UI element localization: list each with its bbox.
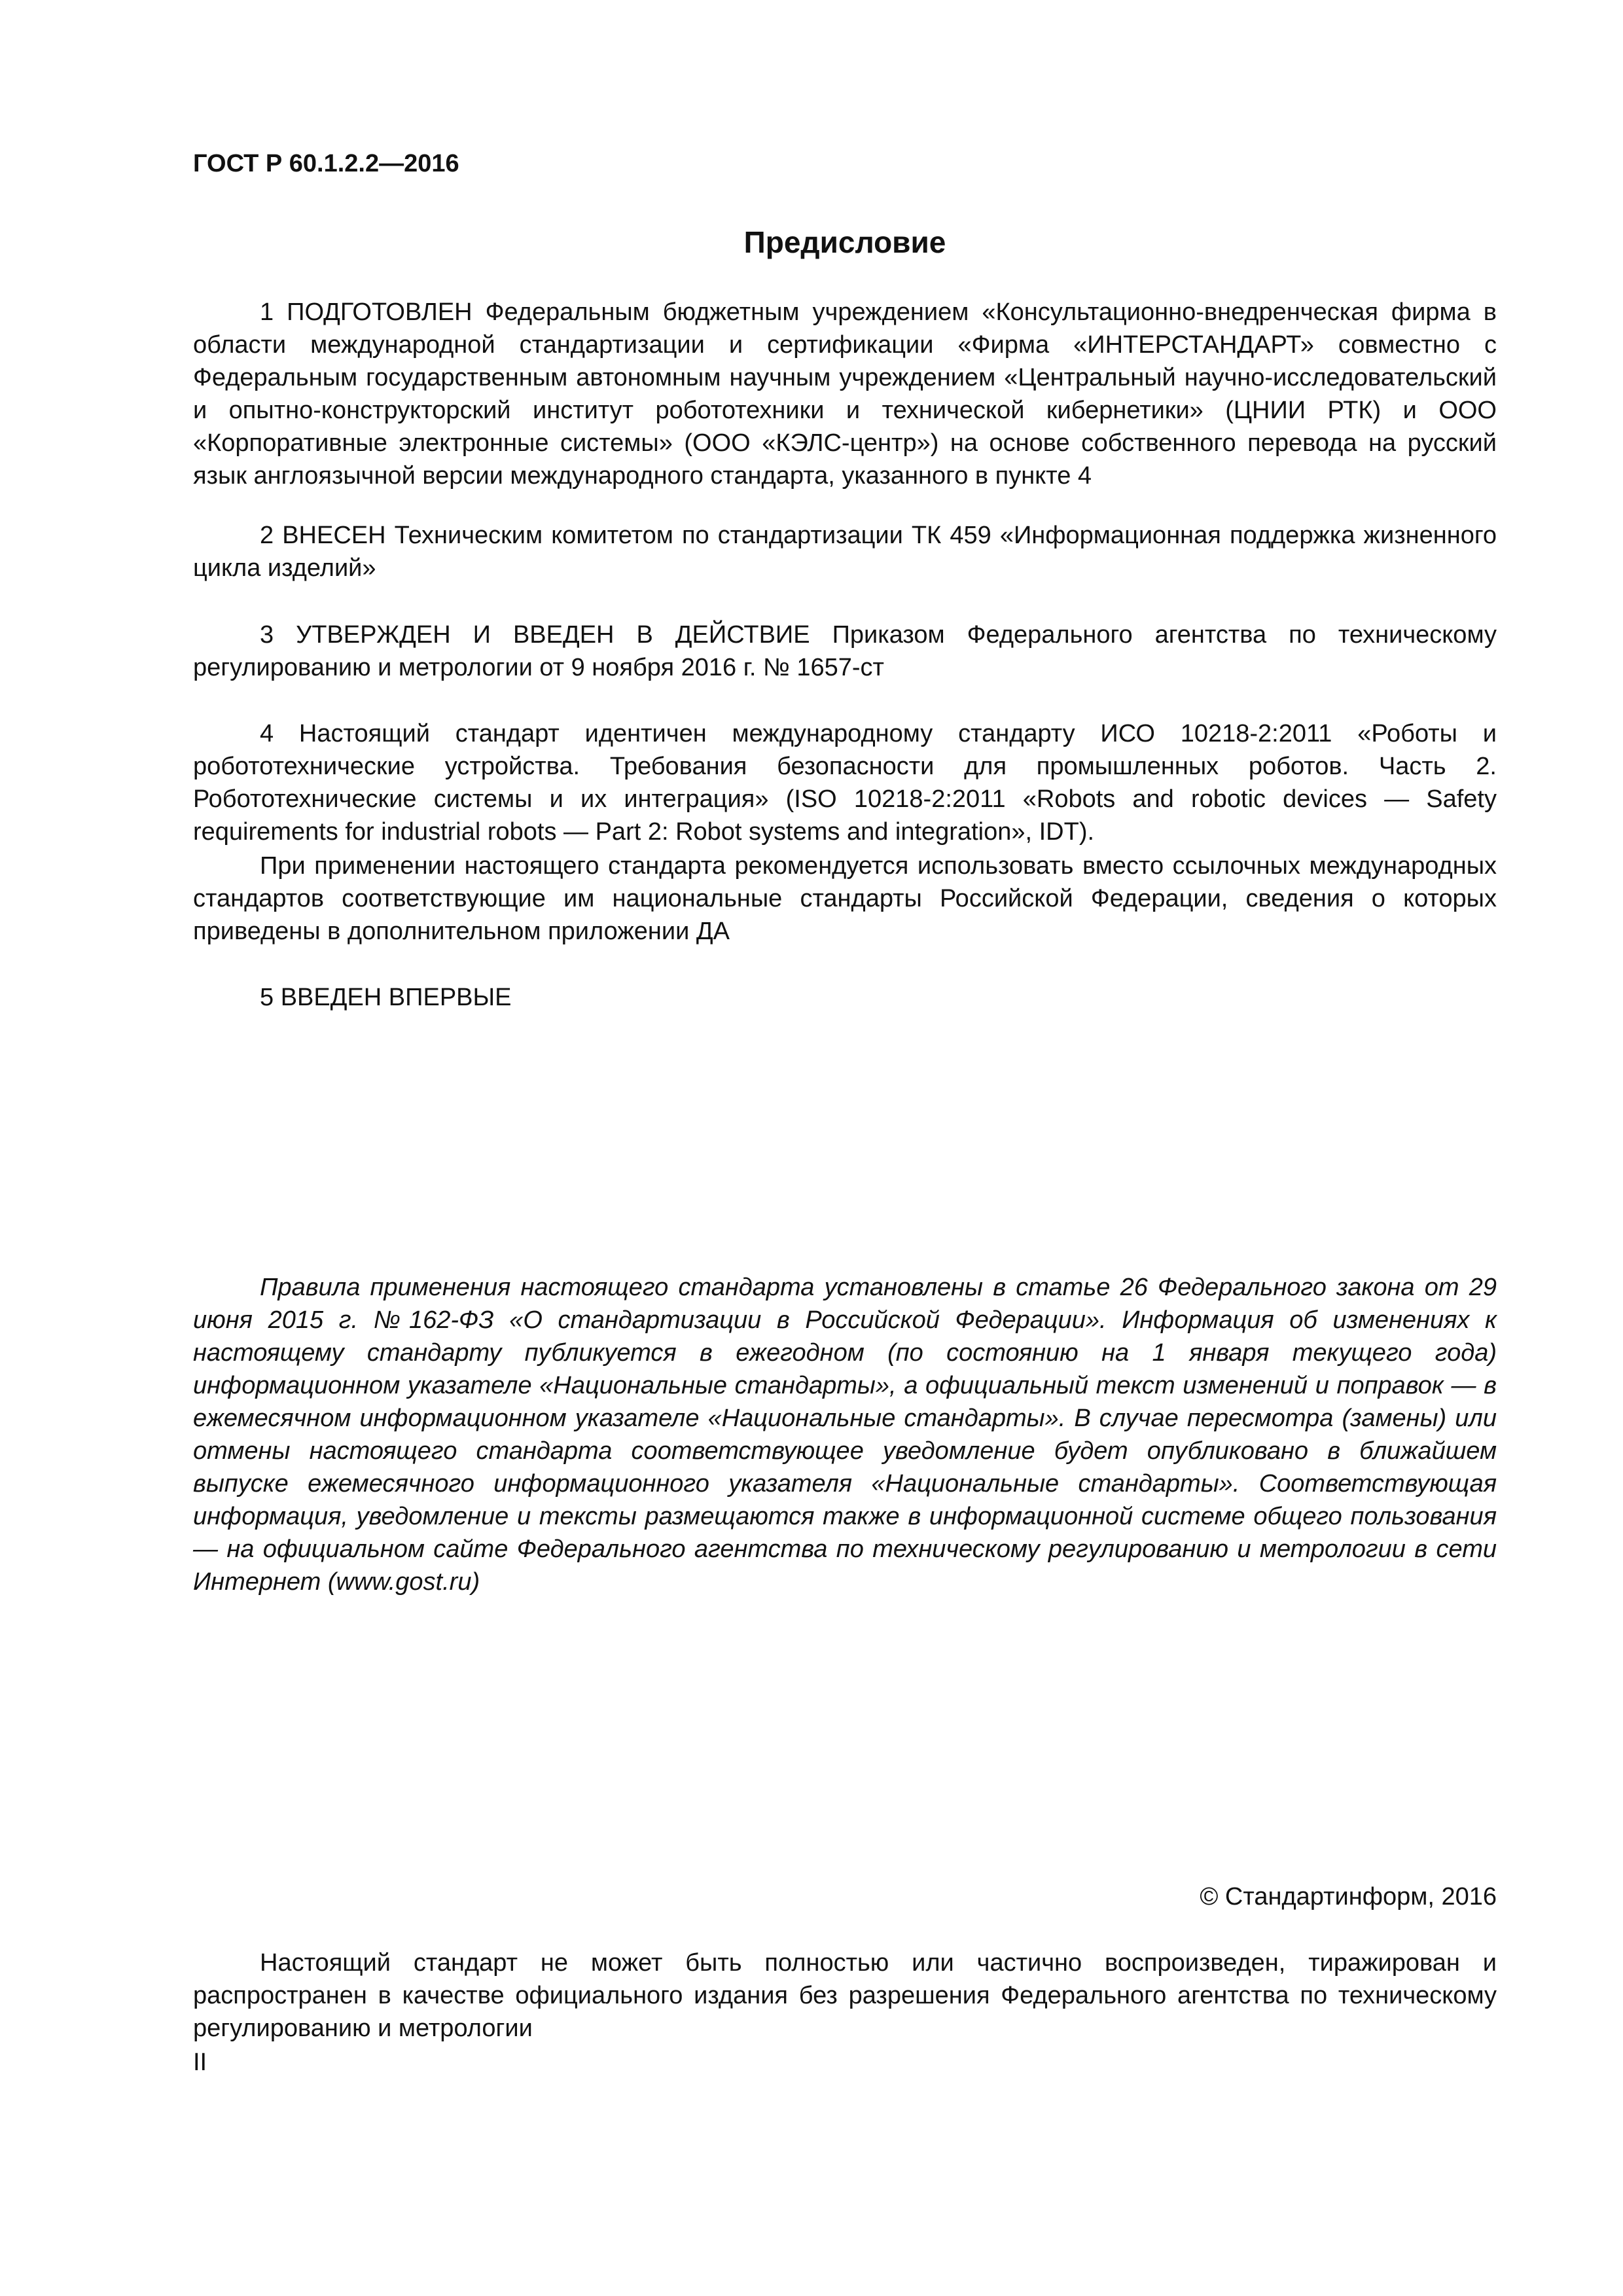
foreword-item-identical: 4 Настоящий стандарт идентичен международному стандарту ИСО 10218-2:2011 «Роботы и робототехнические устройства. Требования безопасности для промышленных роботов. Часть 2. Робототехнические системы и их интеграция» (ISO 10218-2:2011 «Robots and robotic devices — Safety requirements for industrial robots — Part 2: Robot systems and integration», IDT). [193, 720, 1497, 846]
legal-notice: Настоящий стандарт не может быть полностью или частично воспроизведен, тиражирован и распространен в качестве официального издания без разрешения Федерального агентства по техническому регулированию и метрологии [193, 1949, 1497, 2042]
foreword-item-introduced: 5 ВВЕДЕН ВПЕРВЫЕ [260, 984, 512, 1011]
document-code: ГОСТ Р 60.1.2.2—2016 [193, 150, 459, 177]
page-number: II [193, 2049, 207, 2076]
foreword-item-approved: 3 УТВЕРЖДЕН И ВВЕДЕН В ДЕЙСТВИЕ Приказом Федерального агентства по техническому регулированию и метрологии от 9 ноября 2016 г. № 1657-ст [193, 621, 1497, 681]
application-rules-notice: Правила применения настоящего стандарта установлены в статье 26 Федерального закона от 29 июня 2015 г. №162-ФЗ «О стандартизации в Российской Федерации». Информация об изменениях к настоящему стандарту публикуется в ежегодном (по состоянию на 1 января текущего года) информационном указателе «Национальные стандарты», а официальный текст изменений и поправок — в ежемесячном информационном указателе «Национальные стандарты». В случае пересмотра (замены) или отмены настоящего стандарта соответствующее уведомление будет опубликовано в ближайшем выпуске ежемесячного информационного указателя «Национальные стандарты». Соответствующая информация, уведомление и тексты размещаются также в информационной системе общего пользования — на официальном сайте Федерального агентства по техническому регулированию и метрологии в сети Интернет (www.gost.ru) [193, 1274, 1497, 1596]
foreword-item-submitted: 2 ВНЕСЕН Техническим комитетом по стандартизации ТК 459 «Информационная поддержка жизненного цикла изделий» [193, 522, 1497, 582]
foreword-item-references-note: При применении настоящего стандарта рекомендуется использовать вместо ссылочных международных стандартов соответствующие им национальные стандарты Российской Федерации, сведения о которых приведены в дополнительном приложении ДА [193, 852, 1497, 945]
copyright-line: © Стандартинформ, 2016 [1200, 1883, 1497, 1910]
page-title: Предисловие [743, 225, 946, 259]
foreword-item-prepared: 1 ПОДГОТОВЛЕН Федеральным бюджетным учреждением «Консультационно-внедренческая фирма в области международной стандартизации и сертификации «Фирма «ИНТЕРСТАНДАРТ» совместно с Федеральным государственным автономным научным учреждением «Центральный научно-исследовательский и опытно-конструкторский институт робототехники и технической кибернетики» (ЦНИИ РТК) и ООО «Корпоративные электронные системы» (ООО «КЭЛС-центр») на основе собственного перевода на русский язык англоязычной версии международного стандарта, указанного в пункте 4 [193, 298, 1497, 490]
